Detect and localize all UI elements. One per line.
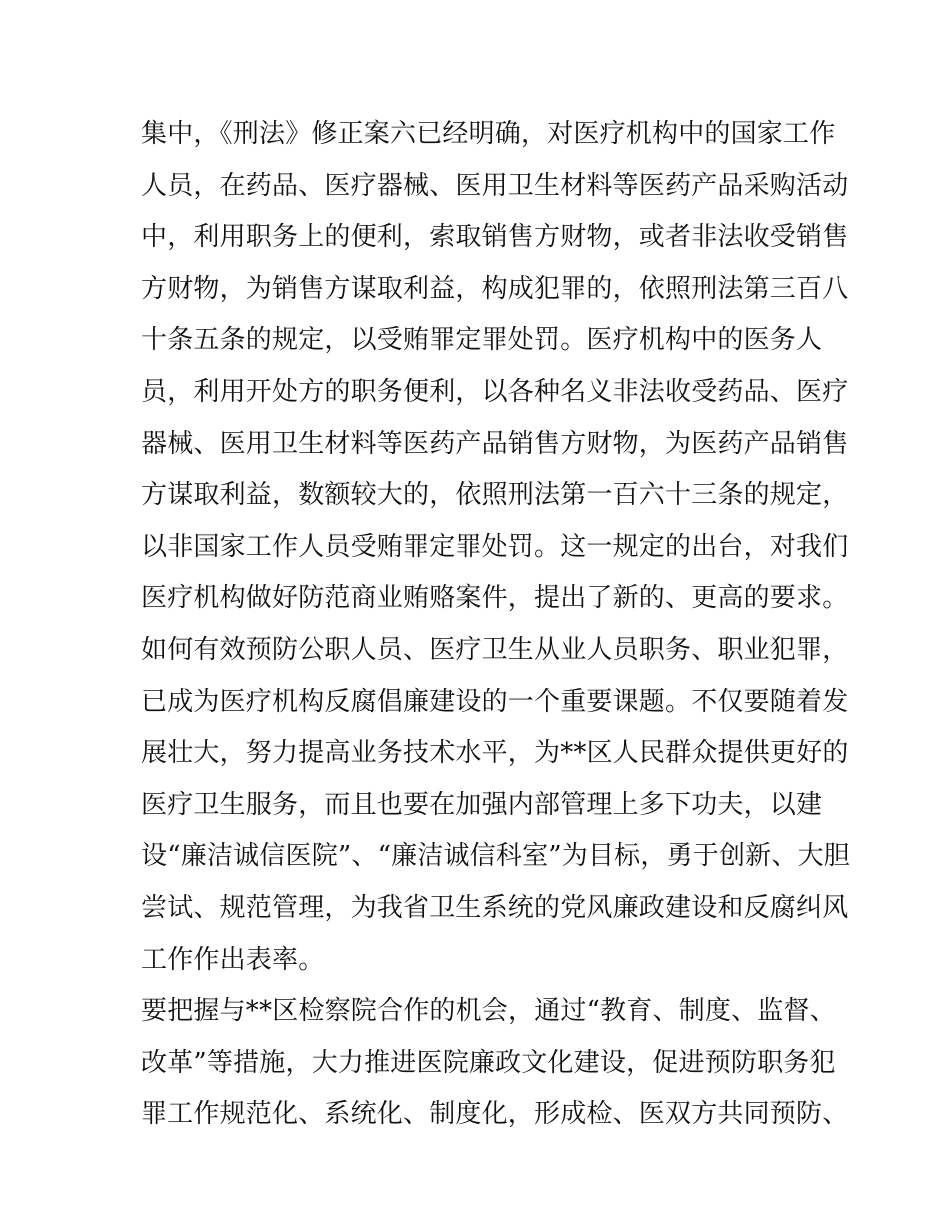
text-line: 设“廉洁诚信医院”、“廉洁诚信科室”为目标，勇于创新、大胆 [141,841,850,872]
text-line: 改革”等措施，大力推进医院廉政文化建设，促进预防职务犯 [141,1047,836,1078]
text-line: 尝试、规范管理，为我省卫生系统的党风廉政建设和反腐纠风 [141,892,849,923]
text-line: 员，利用开处方的职务便利，以各种名义非法收受药品、医疗 [141,376,849,407]
text-line: 如何有效预防公职人员、医疗卫生从业人员职务、职业犯罪， [141,634,849,665]
text-line: 罪工作规范化、系统化、制度化，形成检、医双方共同预防、 [141,1099,849,1130]
text-line: 方谋取利益，数额较大的，依照刑法第一百六十三条的规定， [141,480,849,511]
text-line: 医疗卫生服务，而且也要在加强内部管理上多下功夫，以建 [141,789,823,820]
text-line: 以非国家工作人员受贿罪定罪处罚。这一规定的出台，对我们 [141,531,849,562]
text-line: 十条五条的规定，以受贿罪定罪处罚。医疗机构中的医务人 [141,325,823,356]
text-line: 要把握与**区检察院合作的机会，通过“教育、制度、监督、 [141,996,836,1027]
text-line: 工作作出表率。 [141,944,325,975]
text-line: 方财物，为销售方谋取利益，构成犯罪的，依照刑法第三百八 [141,273,849,304]
text-line: 已成为医疗机构反腐倡廉建设的一个重要课题。不仅要随着发 [141,686,849,717]
text-line: 人员，在药品、医疗器械、医用卫生材料等医药产品采购活动 [141,170,849,201]
text-line: 医疗机构做好防范商业贿赂案件，提出了新的、更高的要求。 [141,583,849,614]
text-line: 器械、医用卫生材料等医药产品销售方财物，为医药产品销售 [141,428,849,459]
text-line: 中，利用职务上的便利，索取销售方财物，或者非法收受销售 [141,222,849,253]
text-line: 展壮大，努力提高业务技术水平，为**区人民群众提供更好的 [141,738,849,769]
body-text [141,109,850,1141]
text-line: 集中，《刑法》修正案六已经明确，对医疗机构中的国家工作 [141,119,836,149]
